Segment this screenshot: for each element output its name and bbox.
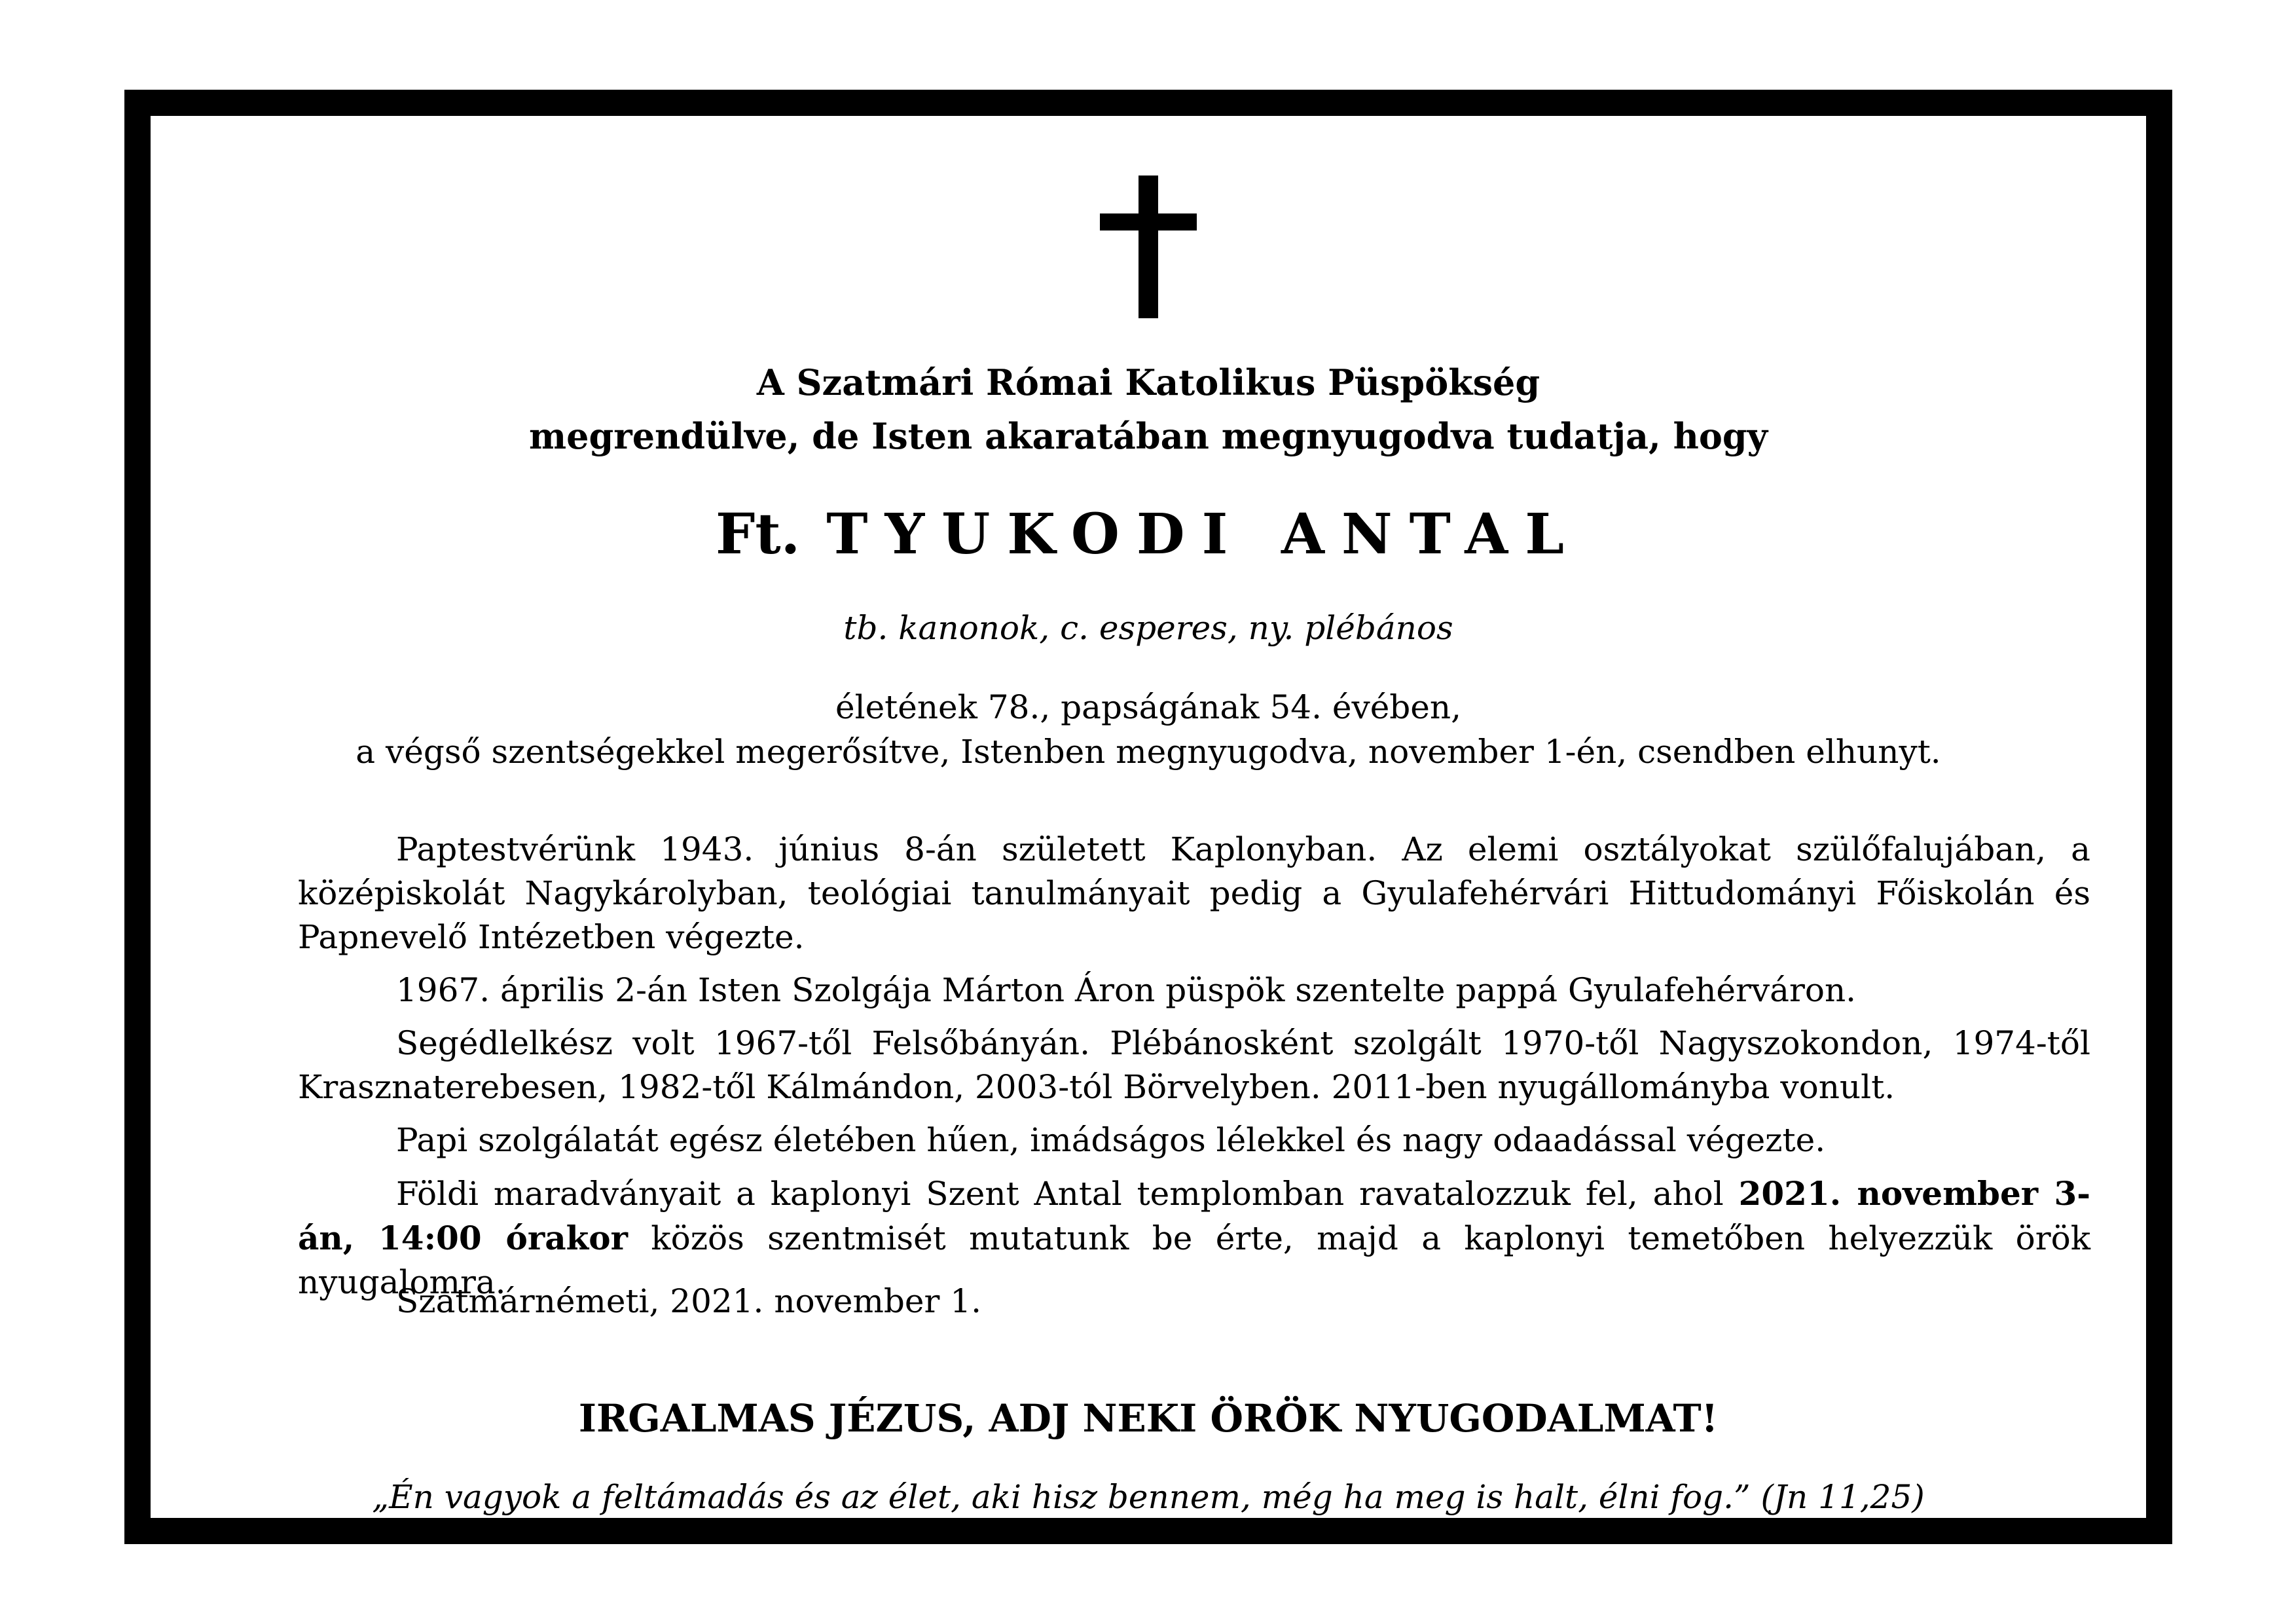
mourning-frame	[124, 90, 2172, 1544]
announcement-header	[151, 356, 2146, 463]
scripture-quote: „Én vagyok a feltámadás és az élet, aki hisz bennem, még ha meg is halt, élni fog.” (Jn 11,25)	[372, 1478, 1925, 1516]
biography-paragraph-birth: Paptestvérünk 1943. június 8-án született Kaplonyban. Az elemi osztályokat szülőfalujában, a középiskolát Nagykárolyban, teológiai tanulmányait pedig a Gyulafehérvári Hittudományi Főiskolán és Papnevelő Intézetben végezte.	[298, 830, 2090, 956]
deceased-name	[151, 502, 2146, 567]
announcement-intro-line: megrendülve, de Isten akaratában megnyugodva tudatja, hogy	[529, 415, 1768, 457]
issuer-line: A Szatmári Római Katolikus Püspökség	[756, 361, 1540, 403]
cross-icon	[1100, 175, 1197, 318]
honorific-prefix: Ft.	[716, 502, 801, 567]
age-line: életének 78., papságának 54. évében,	[835, 688, 1461, 726]
biography-paragraph-ordination: 1967. április 2-án Isten Szolgája Márton Áron püspök szentelte pappá Gyulafehérváron.	[396, 971, 1857, 1009]
age-statement	[151, 685, 2146, 774]
funeral-text-start: Földi maradványait a kaplonyi Szent Antal templomban ravatalozzuk fel, ahol	[396, 1175, 1739, 1213]
funeral-text-end: közös szentmisét mutatunk be érte, majd a kaplonyi temetőben helyezzük örök nyugalomra.	[298, 1219, 2090, 1301]
biography-paragraph-service: Segédlelkész volt 1967-től Felsőbányán. Plébánosként szolgált 1970-től Nagyszokondon, 1974-től Krasznaterebesen, 1982-től Kálmándon, 2003-tól Börvelyben. 2011-ben nyugállományba vonult.	[298, 1024, 2090, 1106]
death-line: a végső szentségekkel megerősítve, Istenben megnyugodva, november 1-én, csendben elhunyt.	[355, 733, 1941, 771]
biography	[298, 828, 2090, 1314]
deceased-full-name: TYUKODI ANTAL	[826, 502, 1581, 567]
funeral-date-time: 2021. november 3-án, 14:00 órakor	[298, 1174, 2090, 1257]
biography-paragraph-dedication: Papi szolgálatát egész életében hűen, imádságos lélekkel és nagy odaadással végezte.	[396, 1121, 1826, 1159]
place-and-date: Szatmárnémeti, 2021. november 1.	[396, 1282, 981, 1320]
prayer-heading: IRGALMAS JÉZUS, ADJ NEKI ÖRÖK NYUGODALMAT!	[578, 1396, 1719, 1441]
deceased-titles: tb. kanonok, c. esperes, ny. plébános	[843, 609, 1453, 647]
